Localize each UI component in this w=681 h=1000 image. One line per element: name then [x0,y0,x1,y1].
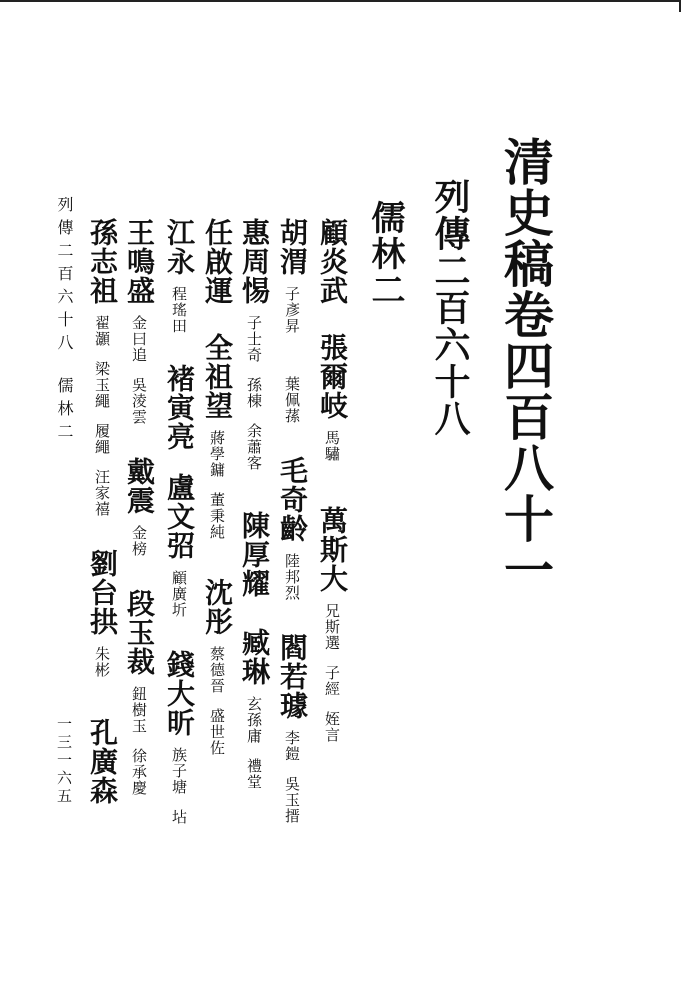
appended-scholar-name: 姪言 [323,711,341,743]
appended-scholar-name: 翟灝 [93,315,111,347]
appended-scholar-name: 子士奇 [245,315,263,363]
scholar-name: 張爾岐 [316,333,349,420]
appended-scholar-name: 程瑤田 [170,286,188,334]
scholar-name: 閻若璩 [276,633,309,720]
scholar-name: 胡渭 [276,218,309,276]
appended-scholar-name: 子經 [323,665,341,697]
scholar-name: 段玉裁 [123,589,156,676]
scholar-name: 劉台拱 [86,549,119,636]
scholar-name: 任啟運 [201,218,234,305]
appended-scholar-name: 汪家禧 [93,469,111,517]
appended-scholar-name: 族子塘 [170,747,188,795]
appended-scholar-name: 盛世佐 [208,708,226,756]
appended-scholar-name: 鈕樹玉 [130,686,148,734]
contents-column [86,218,119,805]
appended-scholar-name: 金曰追 [130,315,148,363]
scholar-name: 沈彤 [201,578,234,636]
scholar-name: 惠周惕 [238,218,271,305]
volume-title: 清史稿卷四百八十一 [496,136,555,595]
appended-scholar-name: 葉佩蓀 [283,376,301,424]
appended-scholar-name: 蔡德晉 [208,646,226,694]
appended-scholar-name: 坫 [170,809,188,825]
appended-scholar-name: 顧廣圻 [170,570,188,618]
scholar-name: 褚寅亮 [163,364,196,451]
scholar-name: 全祖望 [201,333,234,420]
contents-column [201,218,234,766]
contents-column [123,218,156,806]
margin-running-head [56,196,72,446]
appended-scholar-name: 徐承慶 [130,748,148,796]
section-title: 儒林二 [365,200,405,308]
contents-column [163,218,196,835]
appended-scholar-name: 吳淩雲 [130,377,148,425]
scholar-name: 顧炎武 [316,218,349,305]
contents-column [316,218,349,753]
appended-scholar-name: 蔣學鏞 [208,430,226,478]
page-top-edge [0,0,681,2]
contents-column [238,218,271,800]
page-number: 一三一六五 [55,716,73,806]
scholar-name: 戴震 [123,457,156,515]
scholar-name: 王鳴盛 [123,218,156,305]
scholar-name: 萬斯大 [316,506,349,593]
scholar-name: 孔廣森 [86,718,119,805]
appended-scholar-name: 兄斯選 [323,603,341,651]
appended-scholar-name: 子彥昇 [283,286,301,334]
appended-scholar-name: 吳玉搢 [283,776,301,824]
scholar-name: 臧琳 [238,628,271,686]
appended-scholar-name: 履繩 [93,423,111,455]
scholar-name: 錢大昕 [163,650,196,737]
biography-title: 列傳二百六十八 [429,178,471,437]
appended-scholar-name: 陸邦烈 [283,553,301,601]
appended-scholar-name: 馬驌 [323,430,341,462]
appended-scholar-name: 梁玉繩 [93,361,111,409]
appended-scholar-name: 余蕭客 [245,423,263,471]
appended-scholar-name: 朱彬 [93,646,111,678]
appended-scholar-name: 禮堂 [245,758,263,790]
appended-scholar-name: 孫棟 [245,377,263,409]
scholar-name: 江永 [163,218,196,276]
margin-section: 儒林二 [55,377,74,446]
scholar-name: 盧文弨 [163,473,196,560]
scholar-name: 孫志祖 [86,218,119,305]
appended-scholar-name: 李鎧 [283,730,301,762]
appended-scholar-name: 玄孫庸 [245,696,263,744]
appended-scholar-name: 董秉純 [208,492,226,540]
contents-column [276,218,309,834]
scholar-name: 毛奇齡 [276,456,309,543]
appended-scholar-name: 金榜 [130,525,148,557]
scholar-name: 陳厚耀 [238,511,271,598]
margin-biography: 列傳二百六十八 [55,196,74,357]
